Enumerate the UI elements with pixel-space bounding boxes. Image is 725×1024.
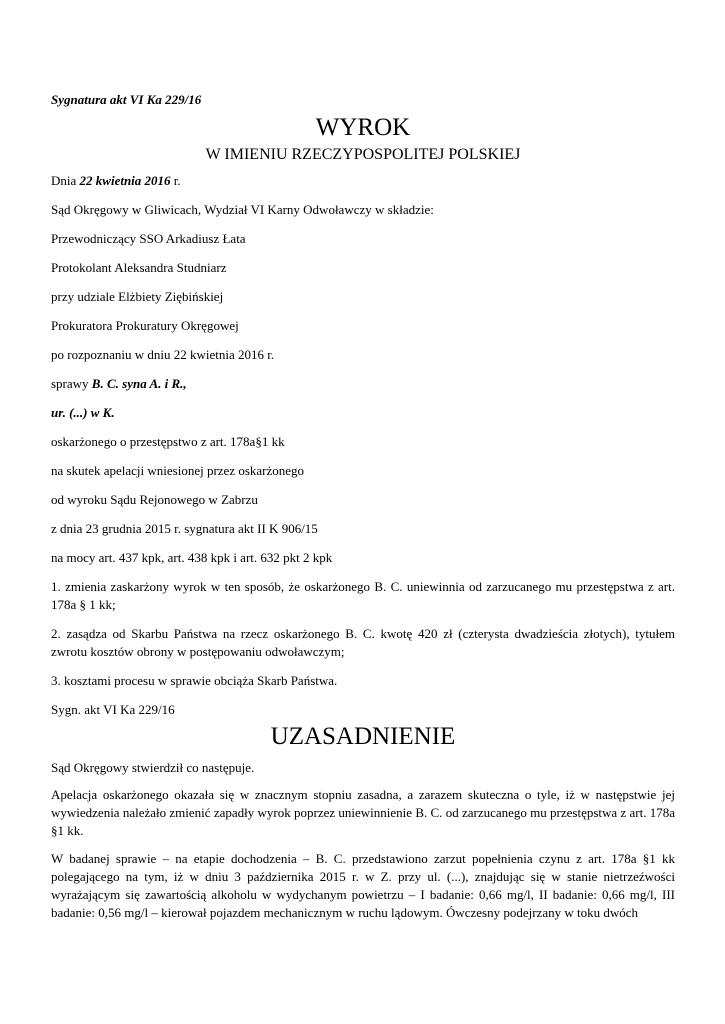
legal-basis: na mocy art. 437 kpk, art. 438 kpk i art. 632 pkt 2 kpk bbox=[51, 550, 333, 565]
verdict-title: WYROK bbox=[315, 114, 411, 141]
verdict-subtitle: W IMIENIU RZECZYPOSPOLITEJ POLSKIEJ bbox=[205, 146, 521, 163]
birth-info: ur. (...) w K. bbox=[51, 405, 115, 420]
case-party bbox=[51, 376, 675, 392]
ruling-point-3: 3. kosztami procesu w sprawie obciąża Skarb Państwa. bbox=[51, 673, 338, 688]
charge: oskarżonego o przestępstwo z art. 178a§1 kk bbox=[51, 434, 285, 449]
date-value: 22 kwietnia 2016 bbox=[79, 173, 171, 188]
appeal-info: na skutek apelacji wniesionej przez oskarżonego bbox=[51, 463, 305, 478]
case-prefix: sprawy bbox=[51, 376, 92, 391]
verdict-date bbox=[51, 173, 675, 189]
date-suffix: r. bbox=[170, 173, 181, 188]
justification-heading: UZASADNIENIE bbox=[270, 723, 456, 750]
justification-paragraph-1: Apelacja oskarżonego okazała się w znacznym stopniu zasadna, a zarazem skuteczna o tyle, iż w następstwie jej wywiedzenia należało zmienić zapadły wyrok poprzez uniewinnienie B. C. od zarzucanego mu przestępstwa z art. 178a §1 kk. bbox=[51, 787, 675, 838]
hearing-date: po rozpoznaniu w dniu 22 kwietnia 2016 r. bbox=[51, 347, 275, 362]
justification-intro: Sąd Okręgowy stwierdził co następuje. bbox=[51, 760, 255, 775]
date-prefix: Dnia bbox=[51, 173, 80, 188]
prosecutor-office: Prokuratora Prokuratury Okręgowej bbox=[51, 318, 239, 333]
case-party-name: B. C. syna A. i R., bbox=[91, 376, 187, 391]
lower-court: od wyroku Sądu Rejonowego w Zabrzu bbox=[51, 492, 258, 507]
presiding-judge: Przewodniczący SSO Arkadiusz Łata bbox=[51, 231, 246, 246]
prosecutor-participation: przy udziale Elżbiety Ziębińskiej bbox=[51, 289, 224, 304]
ruling-point-2: 2. zasądza od Skarbu Państwa na rzecz oskarżonego B. C. kwotę 420 zł (czterysta dwadzieścia złotych), tytułem zwrotu kosztów obrony w postępowaniu odwoławczym; bbox=[51, 626, 675, 659]
signature-bottom: Sygn. akt VI Ka 229/16 bbox=[51, 702, 175, 717]
justification-paragraph-2: W badanej sprawie – na etapie dochodzenia – B. C. przedstawiono zarzut popełnienia czynu z art. 178a §1 kk polegającego na tym, iż w dniu 3 października 2015 r. w Z. przy ul. (...), znajdując się w stanie nietrzeźwości wyrażającym się zawartością alkoholu w wydychanym powietrzu – I badanie: 0,66 mg/l, II badanie: 0,66 mg/l, III badanie: 0,56 mg/l – kierował pojazdem mechanicznym w ruchu lądowym. Ówczesny podejrzany w toku dwóch bbox=[51, 851, 675, 920]
ruling-point-1: 1. zmienia zaskarżony wyrok w ten sposób, że oskarżonego B. C. uniewinnia od zarzucanego mu przestępstwa z art. 178a § 1 kk; bbox=[51, 579, 675, 612]
court-composition: Sąd Okręgowy w Gliwicach, Wydział VI Karny Odwoławczy w składzie: bbox=[51, 202, 434, 217]
lower-court-date: z dnia 23 grudnia 2015 r. sygnatura akt II K 906/15 bbox=[51, 521, 318, 536]
case-signature: Sygnatura akt VI Ka 229/16 bbox=[51, 92, 202, 107]
court-clerk: Protokolant Aleksandra Studniarz bbox=[51, 260, 227, 275]
